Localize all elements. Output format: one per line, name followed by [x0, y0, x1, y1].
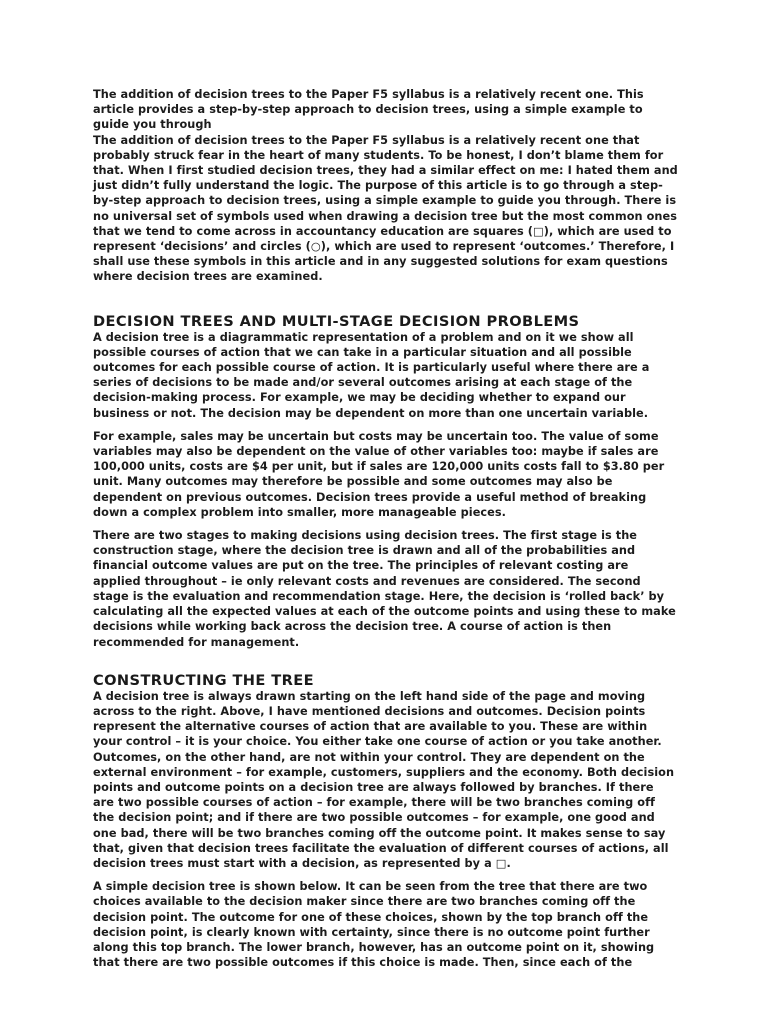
- section1-paragraph-1: A decision tree is a diagrammatic representation of a problem and on it we show all possible courses of action that we can take in a particular situation and all possible outcomes for each possible course of action. It is particularly useful where there are a series of decisions to be made and/or several outcomes arising at each stage of the decision-making process. For example, we may be deciding whether to expand our business or not. The decision may be dependent on more than one uncertain variable.: [93, 330, 650, 420]
- intro-summary: The addition of decision trees to the Paper F5 syllabus is a relatively recent one. This article provides a step-by-step approach to decision trees, using a simple example to guide you through: [93, 88, 644, 132]
- section-heading-decision-trees: DECISION TREES AND MULTI-STAGE DECISION PROBLEMS: [93, 312, 580, 330]
- section1-paragraph-3: There are two stages to making decisions using decision trees. The first stage is the construction stage, where the decision tree is drawn and all of the probabilities and financial outcome values are put on the tree. The principles of relevant costing are applied throughout – ie only relevant costs and revenues are considered. The second stage is the evaluation and recommendation stage. Here, the decision is ‘rolled back’ by calculating all the expected values at each of the outcome points and using these to make decisions while working back across the decision tree. A course of action is then recommended for management.: [93, 529, 676, 649]
- section2-paragraph-1: A decision tree is always drawn starting on the left hand side of the page and moving across to the right. Above, I have mentioned decisions and outcomes. Decision points represent the alternative courses of action that are available to you. These are within your control – it is your choice. You either take one course of action or you take another. Outcomes, on the other hand, are not within your control. They are dependent on the external environment – for example, customers, suppliers and the economy. Both decision points and outcome points on a decision tree are always followed by branches. If there are two possible courses of action – for example, there will be two branches coming off the decision point; and if there are two possible outcomes – for example, one good and one bad, there will be two branches coming off the outcome point. It makes sense to say that, given that decision trees facilitate the evaluation of different courses of actions, all decision trees must start with a decision, as represented by a □.: [93, 689, 675, 870]
- section1-paragraph-2: For example, sales may be uncertain but costs may be uncertain too. The value of some variables may also be dependent on the value of other variables too: maybe if sales are 100,000 units, costs are $4 per unit, but if sales are 120,000 units costs fall to $3.80 per unit. Many outcomes may therefore be possible and some outcomes may also be dependent on previous outcomes. Decision trees provide a useful method of breaking down a complex problem into smaller, more manageable pieces.: [93, 429, 665, 519]
- section-heading-constructing-tree: CONSTRUCTING THE TREE: [93, 671, 314, 689]
- intro-body: The addition of decision trees to the Paper F5 syllabus is a relatively recent one that probably struck fear in the heart of many students. To be honest, I don’t blame them for that. When I first studied decision trees, they had a similar effect on me: I hated them and just didn’t fully understand the logic. The purpose of this article is to go through a step-by-step approach to decision trees, using a simple example to guide you through. There is no universal set of symbols used when drawing a decision tree but the most common ones that we tend to come across in accountancy education are squares (□), which are used to represent ‘decisions’ and circles (○), which are used to represent ‘outcomes.’ Therefore, I shall use these symbols in this article and in any suggested solutions for exam questions where decision trees are examined.: [93, 133, 678, 284]
- section2-paragraph-2: A simple decision tree is shown below. It can be seen from the tree that there are two choices available to the decision maker since there are two branches coming off the decision point. The outcome for one of these choices, shown by the top branch off the decision point, is clearly known with certainty, since there is no outcome point further along this top branch. The lower branch, however, has an outcome point on it, showing that there are two possible outcomes if this choice is made. Then, since each of the: [93, 880, 655, 970]
